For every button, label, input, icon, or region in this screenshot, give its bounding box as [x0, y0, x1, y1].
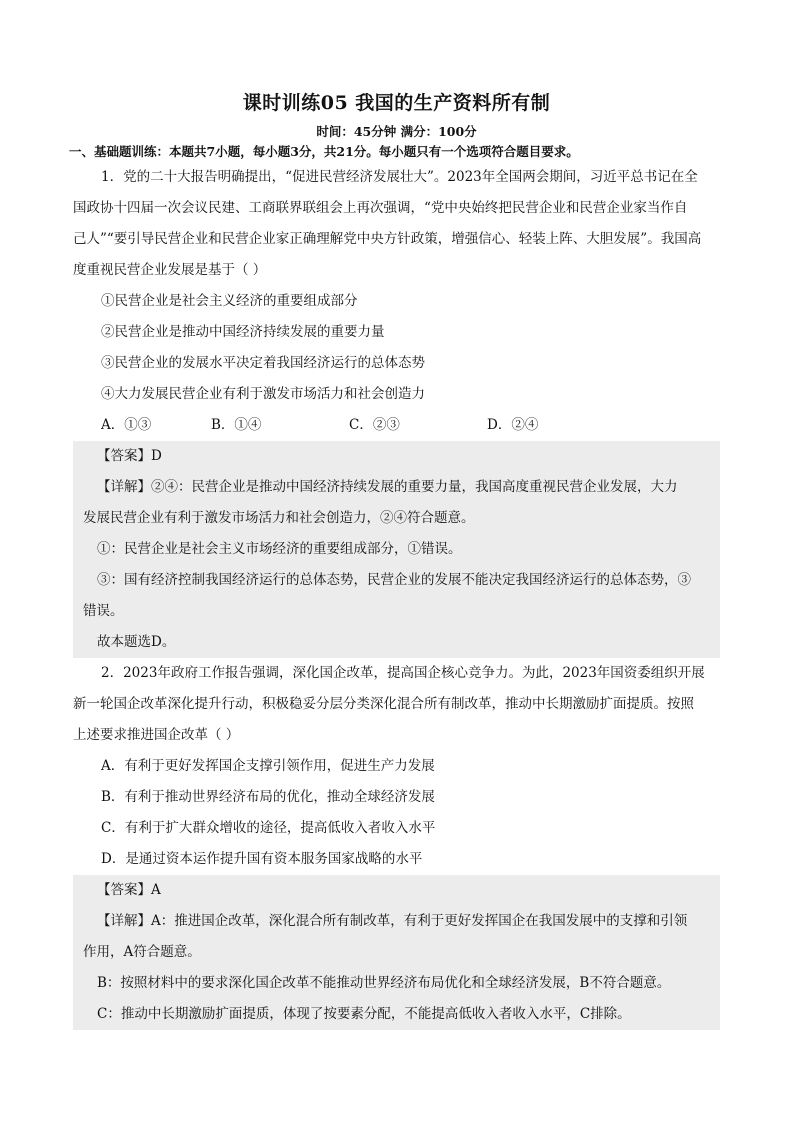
- option-c: C．有利于扩大群众增收的途径，提高低收入者收入水平: [101, 820, 436, 836]
- question-stem-line: 1．党的二十大报告明确提出，“促进民营经济发展壮大”。2023年全国两会期间，习近平总书记在全: [101, 169, 698, 185]
- detail-line: 发展民营企业有利于激发市场活力和社会创造力，②④符合题意。: [83, 510, 475, 526]
- question-stem-line: 上述要求推进国企改革（ ）: [73, 727, 240, 743]
- answer-label: 【答案】A: [97, 882, 161, 898]
- page-title: 课时训练05 我国的生产资料所有制: [242, 92, 551, 114]
- choice-d: D．②④: [487, 417, 539, 433]
- document-page: [69, 80, 720, 1030]
- question-stem-line: 新一轮国企改革深化提升行动，积极稳妥分层分类深化混合所有制改革，推动中长期激励扩面提质。按照: [73, 696, 694, 712]
- choice-b: B．①④: [211, 417, 262, 433]
- answer-choices: [73, 410, 720, 441]
- question-stem-line: 己人”“要引导民营企业和民营企业家正确理解党中央方针政策，增强信心、轻装上阵、大胆发展”。我国高: [73, 231, 702, 247]
- question-stem-line: 2．2023年政府工作报告强调，深化国企改革，提高国企核心竞争力。为此，2023年国资委组织开展: [101, 665, 705, 681]
- detail-line: 作用，A符合题意。: [83, 944, 201, 960]
- option-d: D．是通过资本运作提升国有资本服务国家战略的水平: [101, 851, 423, 867]
- detail-line: 故本题选D。: [97, 634, 176, 650]
- detail-line: ③：国有经济控制我国经济运行的总体态势，民营企业的发展不能决定我国经济运行的总体态势，③: [97, 572, 691, 588]
- option-a: A．有利于更好发挥国企支撑引领作用，促进生产力发展: [101, 758, 435, 774]
- detail-line: B：按照材料中的要求深化国企改革不能推动世界经济布局优化和全球经济发展，B不符合题意。: [97, 975, 671, 991]
- answer-block: [73, 875, 720, 1030]
- choice-c: C．②③: [349, 417, 400, 433]
- answer-block: [73, 441, 720, 658]
- section-heading: 一、基础题训练：本题共7小题，每小题3分，共21分。每小题只有一个选项符合题目要求。: [69, 144, 579, 159]
- question-2: [73, 658, 720, 1030]
- statement-item: ③民营企业的发展水平决定着我国经济运行的总体态势: [101, 355, 425, 371]
- option-b: B．有利于推动世界经济布局的优化，推动全球经济发展: [101, 789, 435, 805]
- choice-a: A．①③: [101, 417, 152, 433]
- question-1: [73, 162, 720, 658]
- question-stem-line: 度重视民营企业发展是基于（ ）: [73, 262, 267, 278]
- statement-item: ①民营企业是社会主义经济的重要组成部分: [101, 293, 358, 309]
- statement-item: ②民营企业是推动中国经济持续发展的重要力量: [101, 324, 385, 340]
- detail-line: 【详解】②④：民营企业是推动中国经济持续发展的重要力量，我国高度重视民营企业发展，大力: [97, 479, 678, 495]
- statement-item: ④大力发展民营企业有利于激发市场活力和社会创造力: [101, 386, 425, 402]
- answer-label: 【答案】D: [97, 448, 162, 464]
- detail-line: C：推动中长期激励扩面提质，体现了按要素分配，不能提高低收入者收入水平，C排除。: [97, 1006, 631, 1022]
- detail-line: 【详解】A：推进国企改革，深化混合所有制改革，有利于更好发挥国企在我国发展中的支撑和引领: [97, 913, 688, 929]
- detail-line: 错误。: [83, 603, 124, 619]
- page-subtitle: 时间：45分钟 满分：100分: [316, 124, 477, 139]
- detail-line: ①：民营企业是社会主义市场经济的重要组成部分，①错误。: [97, 541, 462, 557]
- question-stem-line: 国政协十四届一次会议民建、工商联界联组会上再次强调，“党中央始终把民营企业和民营企业家当作自: [73, 200, 688, 216]
